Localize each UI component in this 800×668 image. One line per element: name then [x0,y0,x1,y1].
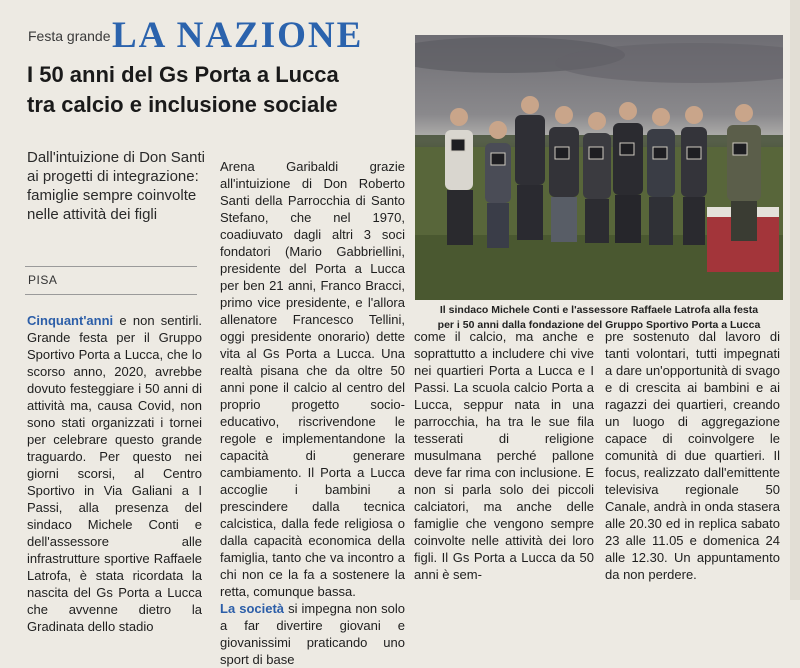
group-photo [415,35,783,300]
column-4-text: pre sostenuto dal lavoro di tanti volontari, tutti impegnati a dare un'opportunità di svago e di crescita ai bambini e ai ragazzi dei quartieri, creando un luogo di aggregazione capace di coinvolgere le comunità di due quartieri. Il focus, realizzato dall'emittente televisiva regionale 50 Canale, andrà in onda stasera alle 20.30 ed in replica sabato 23 alle 11.05 e domenica 24 alle 12.30. Un appuntamento da non perdere. [605,329,780,582]
column-2-text: Arena Garibaldi grazie all'intuizione di Don Roberto Santi della Parrocchia di Santo Stefano, che nel 1970, coadiuvato dagli altri 3 soci fondatori (Mario Gabbriellini, presidente del Porta a Lucca per ben 21 anni, Franco Bracci, primo vice presidente, e l'allora allenatore Francesco Tellini, oggi presidente onorario) dette vita al Gs Porta a Lucca. Una realtà pisana che da oltre 50 anni pone il calcio al centro del proprio progetto socio-educativo, riscrivendone le regole e implementandone la capacità di generare cambiamento. Il Porta a Lucca accoglie i bambini a prescindere dalla tecnica calcistica, dalla fede religiosa o dalla capacità economica della famiglia, tanto che va incontro a chi non ce la fa a sostenere la retta, comunque bassa. [220,159,405,599]
article-column-2 [220,158,405,668]
column-3-text: come il calcio, ma anche e soprattutto a includere chi vive nei quartieri Porta a Lucca e I Passi. La scuola calcio Porta a Lucca, seppur nata in una parrocchia, ha tra le sue fila tesserati di religione musulmana perché pallone deve far rima con inclusione. E non si parla solo dei piccoli calciatori, ma anche delle famiglie che vengono sempre coinvolte nelle attività dei loro figli. Il Gs Porta a Lucca da 50 anni è sem- [414,329,594,582]
caption-line-1: Il sindaco Michele Conti e l'assessore Raffaele Latrofa alla festa [439,304,759,316]
divider-bottom [25,294,197,295]
headline-line-1: I 50 anni del Gs Porta a Lucca [27,62,339,87]
column-1-text: e non sentirli. Grande festa per il Gruppo Sportivo Porta a Lucca, che lo scorso anno, 2020, avrebbe dovuto festeggiare i 50 anni di attività ma, causa Covid, non sono stati organizzati i tornei per celebrare questo grande traguardo. Per questo nei giorni scorsi, al Centro Sportivo in Via Galiani a I Passi, alla presenza del sindaco Michele Conti e dell'assessore alle infrastrutture sportive Raffaele Latrofa, è stata ricordata la nascita del Gs Porta a Lucca che avvenne dietro la Gradinata dello stadio [27,313,202,634]
adjacent-page-edge [790,0,800,600]
caption-line-2: per i 50 anni dalla fondazione del Gruppo Sportivo Porta a Lucca [437,319,761,331]
article-headline [27,60,407,120]
divider-top [25,266,197,267]
run-in-society: La società [220,601,285,616]
dateline: PISA [28,273,58,287]
newspaper-masthead: LA NAZIONE [112,15,364,56]
section-label: Festa grande [28,28,111,44]
article-subheadline: Dall'intuizione di Don Santi ai progetti di integrazione: famiglie sempre coinvolte nelle attività dei figli [27,149,205,223]
article-column-3 [414,328,594,583]
article-column-4 [605,328,780,583]
column-2-text-continued: si impegna non solo a far divertire giovani e giovanissimi praticando uno sport di base [220,601,405,667]
run-in-lead: Cinquant'anni [27,313,114,328]
article-column-1 [27,312,202,635]
headline-line-2: tra calcio e inclusione sociale [27,92,338,117]
